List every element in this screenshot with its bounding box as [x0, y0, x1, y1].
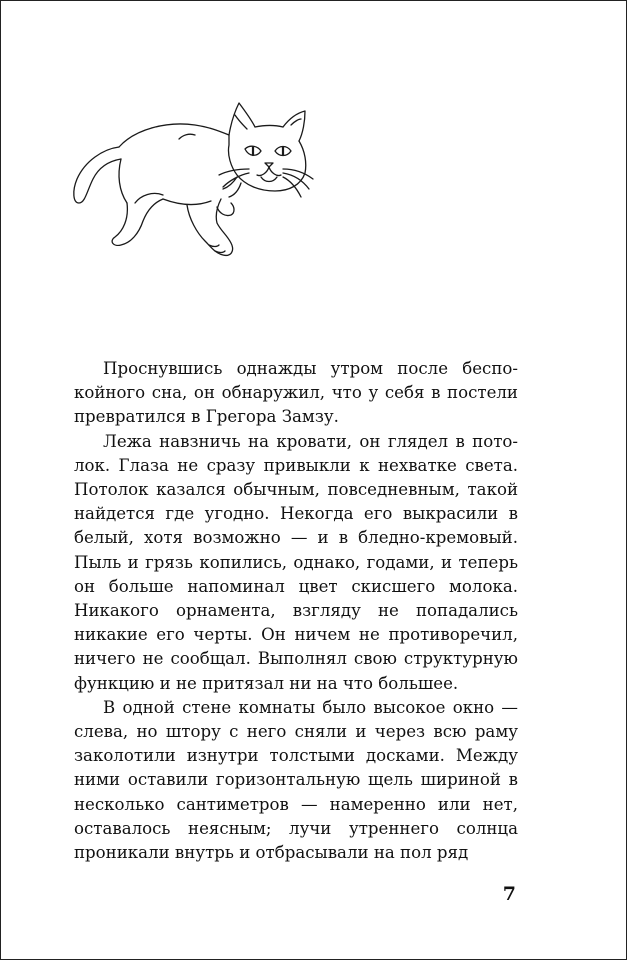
page-number: 7: [502, 883, 516, 905]
body-text: [74, 357, 518, 865]
paragraph-3: В одной стене комнаты было высокое окно — слева, но штору с него сняли и через всю раму заколотили изнутри толстыми досками. Между ними оставили горизонтальную щель шириной в несколько сантиметров — намеренно или нет, оставалось неясным; лучи утреннего солнца проникали внутрь и отбрасывали на пол ряд: [74, 697, 518, 863]
paragraph-2: Лежа навзничь на кровати, он глядел в потолок. Глаза не сразу привыкли к нехватке света. Потолок казался обычным, повседневным, такой найдется где угодно. Некогда его выкрасили в белый, хотя возможно — и в бледно-кремовый. Пыль и грязь копились, однако, годами, и теперь он больше напоминал цвет скисшего молока. Никакого орнамента, взгляду не попадались никакие его черты. Он ничем не противоречил, ничего не сообщал. Выполнял свою структурную функцию и не притязал ни на что большее.: [74, 431, 518, 693]
paragraph-1: Проснувшись однажды утром после беспокойного сна, он обнаружил, что у себя в постели превратился в Грегора Замзу.: [74, 359, 518, 427]
kitten-illustration-icon: [69, 95, 319, 267]
